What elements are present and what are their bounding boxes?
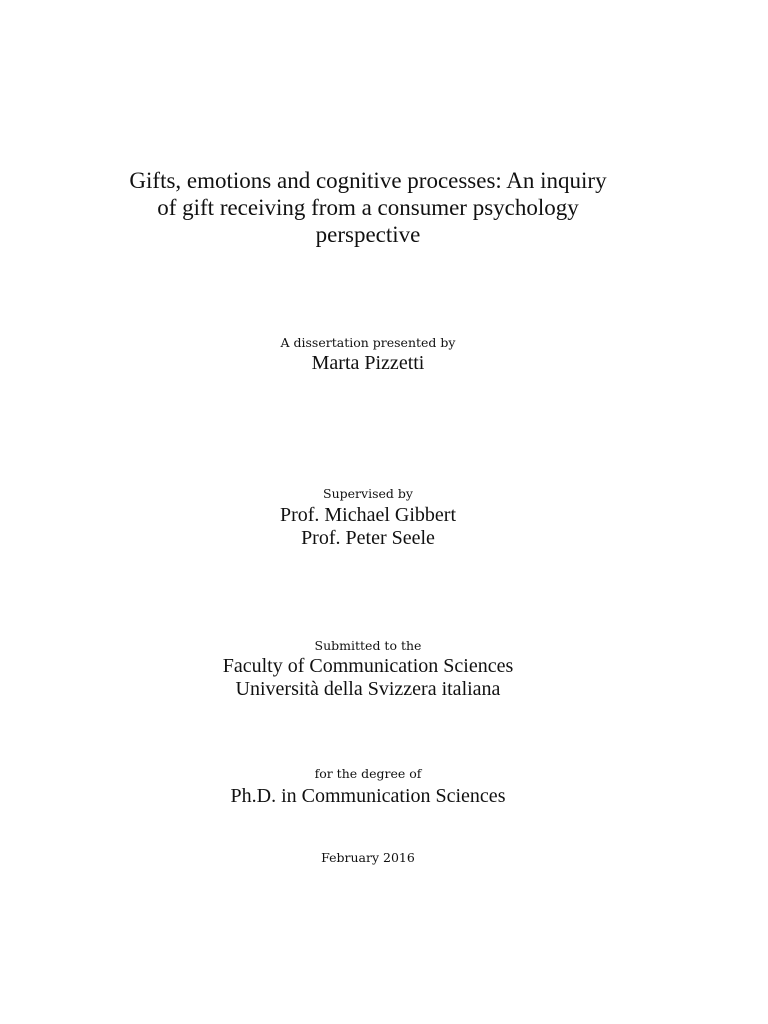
title-line-2: of gift receiving from a consumer psychology bbox=[157, 195, 579, 220]
degree-name: Ph.D. in Communication Sciences bbox=[230, 785, 506, 807]
degree-intro: for the degree of bbox=[314, 766, 422, 781]
supervision-intro: Supervised by bbox=[323, 486, 413, 501]
supervisor-1: Prof. Michael Gibbert bbox=[279, 504, 457, 526]
submission-intro: Submitted to the bbox=[314, 638, 422, 653]
title-line-3: perspective bbox=[315, 222, 421, 247]
author-name: Marta Pizzetti bbox=[311, 352, 425, 374]
submission-date: February 2016 bbox=[321, 850, 415, 865]
dissertation-title bbox=[0, 167, 736, 248]
title-line-1: Gifts, emotions and cognitive processes: An inquiry bbox=[129, 168, 607, 193]
university-name: Università della Svizzera italiana bbox=[235, 678, 501, 700]
author-intro: A dissertation presented by bbox=[280, 335, 456, 350]
faculty-name: Faculty of Communication Sciences bbox=[222, 655, 514, 677]
supervisor-2: Prof. Peter Seele bbox=[301, 527, 435, 549]
